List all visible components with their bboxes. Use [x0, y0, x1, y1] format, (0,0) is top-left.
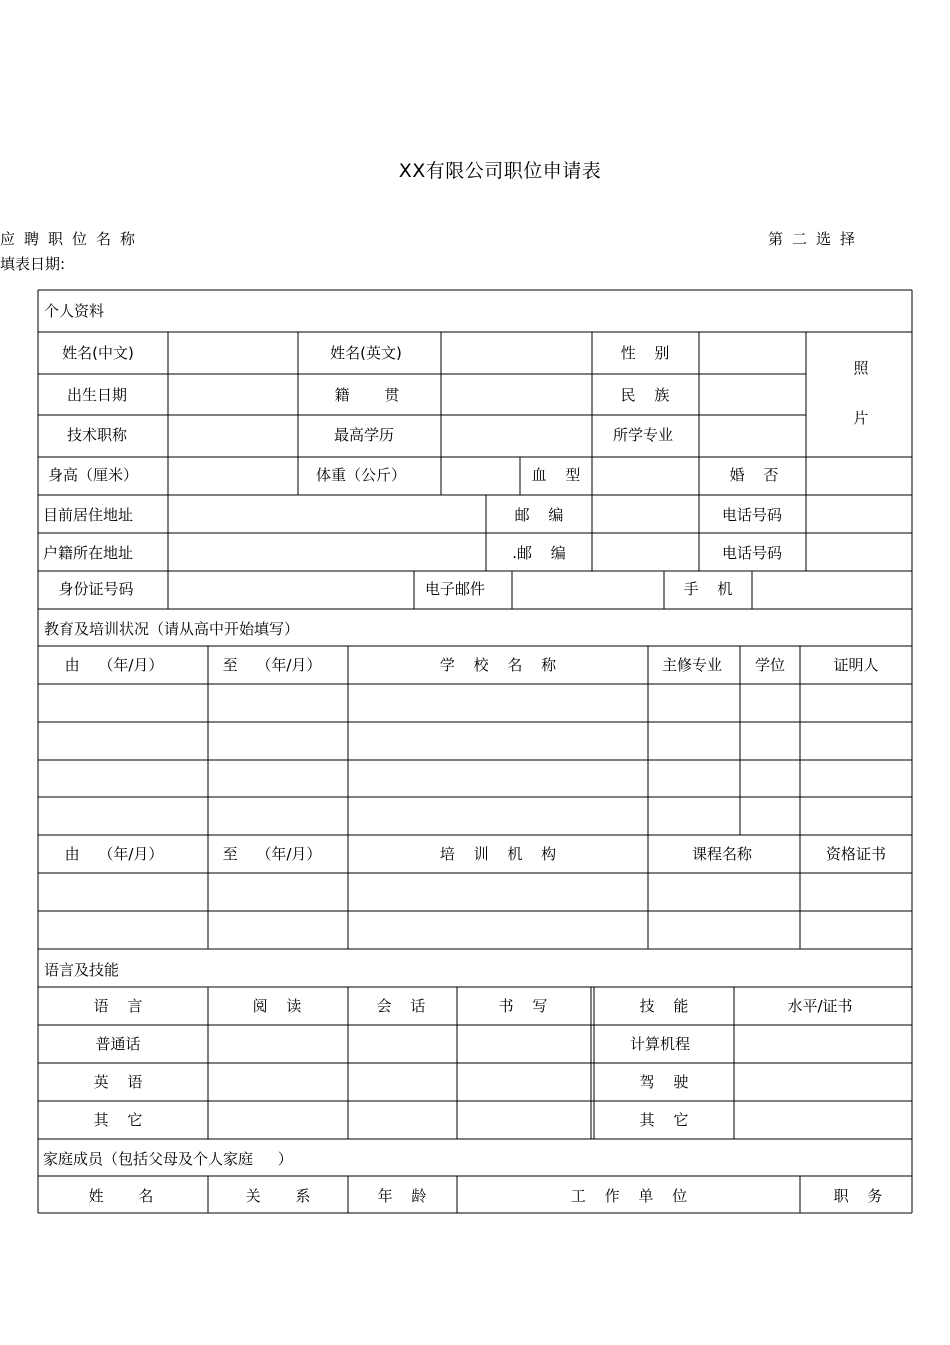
- employer-header: 工 作 单 位: [570, 1187, 688, 1205]
- witness-header: 证明人: [833, 656, 879, 674]
- photo-label-bottom: 片: [853, 409, 869, 427]
- major-header: 主修专业: [661, 656, 723, 674]
- marital-label: 婚 否: [729, 466, 779, 484]
- personal-section-heading: 个人资料: [44, 302, 105, 320]
- tech-title-label: 技术职称: [66, 426, 128, 444]
- institution-header: 培 训 机 构: [439, 845, 557, 863]
- language-header: 语 言: [93, 997, 143, 1015]
- postcode-label-2: .邮 编: [512, 544, 566, 562]
- driving-label: 驾 驶: [639, 1073, 689, 1091]
- english-label: 英 语: [93, 1073, 143, 1091]
- age-header: 年 龄: [377, 1187, 427, 1205]
- writing-header: 书 写: [498, 997, 548, 1015]
- reading-header: 阅 读: [252, 997, 302, 1015]
- speaking-header: 会 话: [376, 997, 426, 1015]
- name-en-label: 姓名(英文): [330, 344, 402, 362]
- family-section-heading: 家庭成员（包括父母及个人家庭 ）: [43, 1150, 293, 1168]
- school-name-header: 学 校 名 称: [439, 656, 557, 674]
- education-label: 最高学历: [333, 426, 395, 444]
- course-header: 课程名称: [691, 845, 753, 863]
- certificate-header: 资格证书: [825, 845, 887, 863]
- other-skill-label: 其 它: [639, 1111, 689, 1129]
- education-section-heading: 教育及培训状况（请从高中开始填写）: [44, 620, 300, 638]
- registered-address-label: 户籍所在地址: [43, 544, 134, 562]
- apply-position-label: 应聘职位名称: [0, 230, 145, 248]
- major-label: 所学专业: [612, 426, 674, 444]
- second-choice-label: 第二选择: [768, 230, 865, 248]
- name-cn-label: 姓名(中文): [62, 344, 134, 362]
- birth-date-label: 出生日期: [66, 386, 128, 404]
- gender-label: 性 别: [620, 344, 670, 362]
- blood-type-label: 血 型: [531, 466, 581, 484]
- postcode-label: 邮 编: [514, 506, 564, 524]
- id-number-label: 身份证号码: [58, 580, 134, 598]
- level-header: 水平/证书: [787, 997, 853, 1015]
- photo-label-top: 照: [853, 359, 869, 377]
- native-place-label: 籍 贯: [334, 386, 400, 404]
- train-from-header: 由 （年/月）: [64, 845, 164, 863]
- family-name-header: 姓 名: [88, 1187, 154, 1205]
- degree-header: 学位: [754, 656, 786, 674]
- mobile-label: 手 机: [683, 580, 733, 598]
- edu-from-header: 由 （年/月）: [64, 656, 164, 674]
- train-to-header: 至 （年/月）: [222, 845, 322, 863]
- phone-label: 电话号码: [721, 506, 783, 524]
- position-header: 职 务: [833, 1187, 883, 1205]
- current-address-label: 目前居住地址: [43, 506, 134, 524]
- height-label: 身高（厘米）: [47, 466, 139, 484]
- computer-label: 计算机程: [629, 1035, 691, 1053]
- relation-header: 关 系: [245, 1187, 311, 1205]
- edu-to-header: 至 （年/月）: [222, 656, 322, 674]
- email-label: 电子邮件: [424, 580, 486, 598]
- form-title: XX有限公司职位申请表: [398, 160, 602, 182]
- phone-label-2: 电话号码: [721, 544, 783, 562]
- ethnicity-label: 民 族: [620, 386, 670, 404]
- fill-date-label: 填表日期:: [0, 255, 66, 273]
- other-language-label: 其 它: [93, 1111, 143, 1129]
- weight-label: 体重（公斤）: [315, 466, 407, 484]
- skill-header: 技 能: [639, 997, 689, 1015]
- mandarin-label: 普通话: [95, 1035, 141, 1053]
- language-section-heading: 语言及技能: [44, 961, 120, 979]
